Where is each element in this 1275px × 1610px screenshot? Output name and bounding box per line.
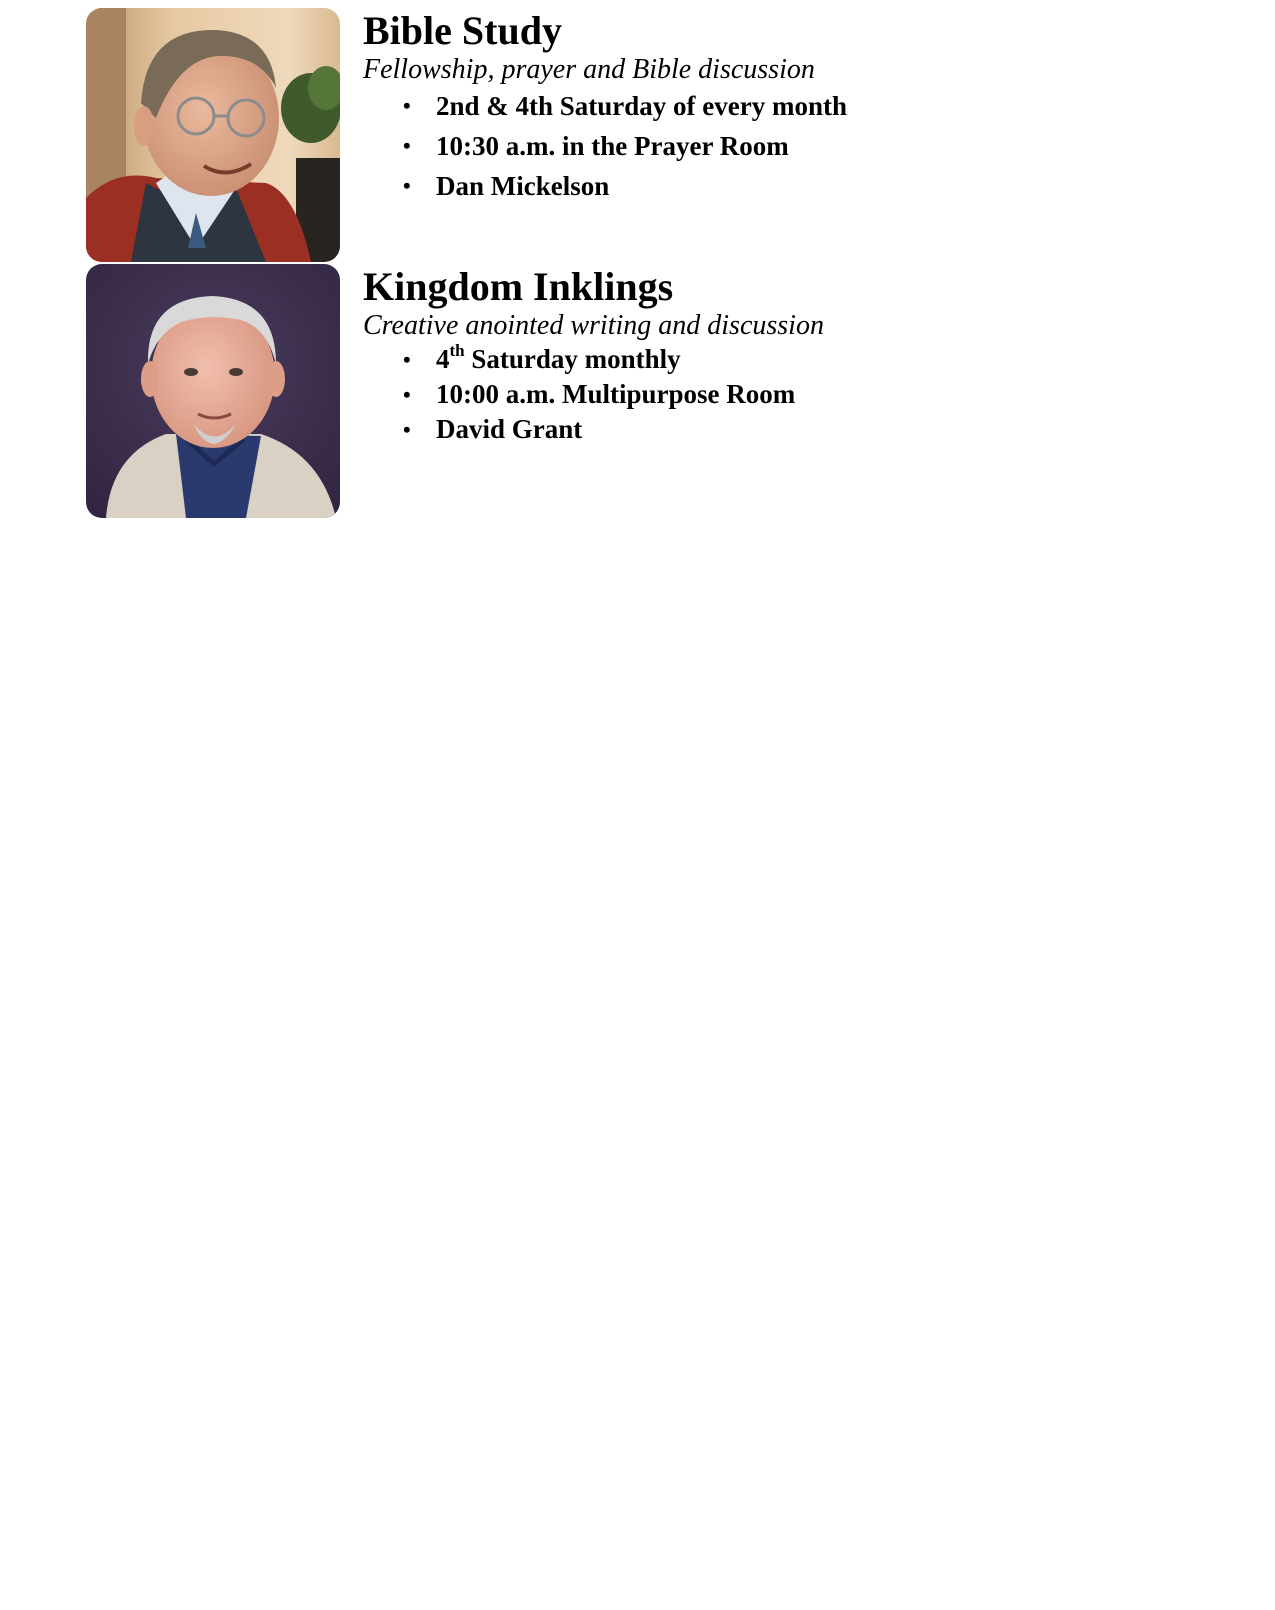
section-subtitle: Creative anointed writing and discussion [363, 310, 824, 341]
detail-leader: Dan Mickelson [436, 171, 610, 201]
detail-schedule [436, 341, 681, 374]
bullet-icon: • [403, 93, 411, 118]
detail-time-location: 10:00 a.m. Multipurpose Room [436, 379, 796, 409]
ordinal-suffix: th [449, 341, 465, 360]
bullet-icon: • [403, 133, 411, 158]
list-item [363, 166, 847, 206]
list-item [363, 126, 847, 166]
detail-leader: David Grant [436, 414, 583, 444]
detail-time-location: 10:30 a.m. in the Prayer Room [436, 131, 789, 161]
list-item [363, 412, 824, 447]
david-grant-photo [86, 264, 340, 518]
details-list [363, 86, 847, 206]
section-subtitle: Fellowship, prayer and Bible discussion [363, 54, 815, 85]
list-item [363, 377, 824, 412]
bullet-icon: • [403, 382, 411, 407]
dan-mickelson-photo [86, 8, 340, 262]
details-list [363, 342, 824, 447]
bullet-icon: • [403, 417, 411, 442]
kingdom-inklings-text [363, 264, 824, 447]
section-title: Bible Study [363, 8, 562, 53]
schedule-rest: Saturday monthly [464, 344, 681, 374]
list-item [363, 342, 824, 377]
bullet-icon: • [403, 347, 411, 372]
ordinal-number: 4 [436, 344, 450, 374]
bullet-icon: • [403, 173, 411, 198]
detail-schedule: 2nd & 4th Saturday of every month [436, 91, 848, 121]
list-item [363, 86, 847, 126]
section-title: Kingdom Inklings [363, 264, 674, 309]
bible-study-text [363, 8, 847, 206]
